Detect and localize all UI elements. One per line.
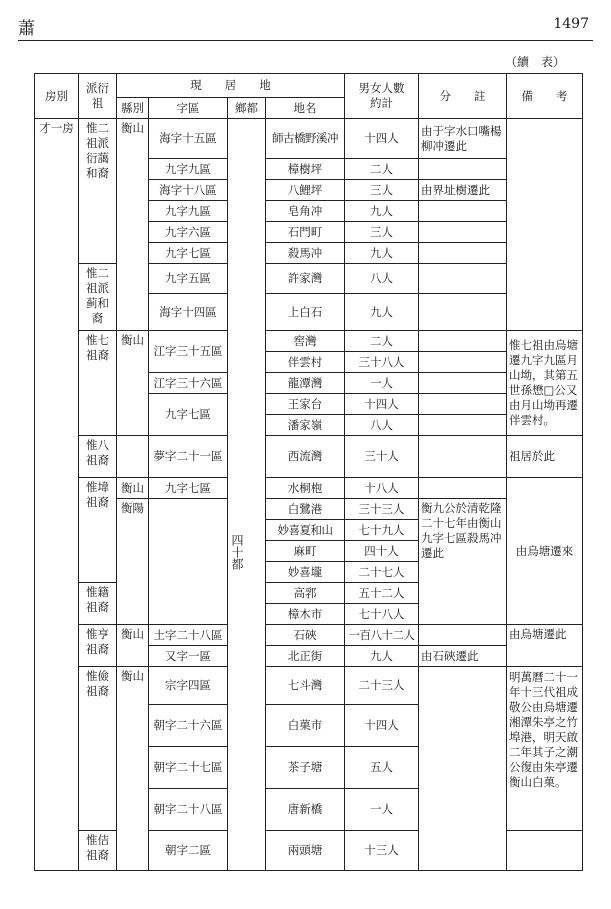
zu-cell: 惟㙔祖裔 [79, 478, 117, 583]
fenzhu-blank-cell [419, 294, 507, 331]
diming-cell: 茶子塘 [266, 747, 345, 789]
beikao-blank-cell [507, 831, 583, 871]
renshu-cell: 四十人 [345, 541, 419, 562]
fenzhu-cell: 由界址樹遷此 [419, 180, 507, 201]
diming-cell: 妙喜壠 [266, 562, 345, 583]
beikao-cell: 由烏塘遷來 [507, 478, 583, 625]
renshu-cell: 三十三人 [345, 499, 419, 520]
diming-cell: 兩頭塘 [266, 831, 345, 871]
renshu-cell: 十四人 [345, 394, 419, 415]
fenzhu-cell: 由石硤遷此 [419, 646, 507, 667]
zu-cell: 惟七祖裔 [79, 331, 117, 436]
fenzhu-blank-cell [419, 331, 507, 352]
fenzhu-blank-cell [419, 201, 507, 222]
fenzhu-blank-cell [419, 625, 507, 646]
diming-cell: 伴雲村 [266, 352, 345, 373]
zu-cell: 惟佶祖裔 [79, 831, 117, 871]
renshu-cell: 三十人 [345, 436, 419, 478]
diming-cell: 七斗灣 [266, 667, 345, 705]
header-ziqu: 字區 [149, 98, 228, 119]
zu-cell: 惟籍祖裔 [79, 583, 117, 625]
fenzhu-blank-cell [419, 373, 507, 394]
header-renshu: 男女人數約計 [345, 74, 419, 119]
renshu-cell: 二人 [345, 159, 419, 180]
ziqu-cell: 九字九區 [149, 159, 228, 180]
diming-cell: 樟樹坪 [266, 159, 345, 180]
ziqu-cell: 又字一區 [149, 646, 228, 667]
diming-cell: 唐新橋 [266, 789, 345, 831]
renshu-cell: 二人 [345, 331, 419, 352]
diming-cell: 窖灣 [266, 331, 345, 352]
diming-cell: 高郛 [266, 583, 345, 604]
diming-cell: 殺馬冲 [266, 243, 345, 264]
beikao-blank-cell [507, 119, 583, 331]
xianbie-cell: 衡山 [117, 119, 149, 331]
diming-cell: 許家灣 [266, 264, 345, 294]
ziqu-cell: 九字六區 [149, 222, 228, 243]
diming-cell: 麻町 [266, 541, 345, 562]
ziqu-cell: 宗字四區 [149, 667, 228, 705]
renshu-cell: 九人 [345, 646, 419, 667]
fenzhu-blank-cell [419, 159, 507, 180]
zu-cell: 惟二祖派衍藹和裔 [79, 119, 117, 264]
renshu-cell: 三人 [345, 180, 419, 201]
ziqu-cell: 夢字二十一區 [149, 436, 228, 478]
fenzhu-blank-cell [419, 222, 507, 243]
ziqu-cell: 九字七區 [149, 478, 228, 499]
zu-cell: 惟亨祖裔 [79, 625, 117, 667]
diming-cell: 水桐枹 [266, 478, 345, 499]
ziqu-cell: 土字二十八區 [149, 625, 228, 646]
renshu-cell: 十八人 [345, 478, 419, 499]
header-rule [18, 40, 593, 41]
xiangdu-blank-cell [228, 119, 266, 871]
renshu-cell: 一百八十二人 [345, 625, 419, 646]
fenzhu-cell: 由于字水口嘴楊柳冲遷此 [419, 119, 507, 159]
fenzhu-blank-cell [419, 352, 507, 373]
header-xiangdu: 鄉都 [228, 98, 266, 119]
fenzhu-blank-cell [419, 667, 507, 871]
ziqu-cell: 九字九區 [149, 201, 228, 222]
renshu-cell: 三人 [345, 222, 419, 243]
renshu-cell: 七十八人 [345, 604, 419, 625]
diming-cell: 王家台 [266, 394, 345, 415]
beikao-cell: 明萬曆二十一年十三代祖成敬公由烏塘遷湘潭朱亭之竹埠港，明天啟二年其子之潮公復由朱亭遷衡山白菓。 [507, 667, 583, 831]
zu-cell: 惟二祖派蓟和裔 [79, 264, 117, 331]
renshu-cell: 一人 [345, 373, 419, 394]
ziqu-blank-cell [149, 499, 228, 625]
page-number: 1497 [553, 16, 589, 32]
diming-cell: 皂角冲 [266, 201, 345, 222]
xianbie-cell: 衡山 [117, 667, 149, 871]
xianbie-cell: 衡陽 [117, 499, 149, 625]
ziqu-cell: 海字十五區 [149, 119, 228, 159]
fenzhu-blank-cell [419, 264, 507, 294]
diming-cell: 白菓市 [266, 705, 345, 747]
xianbie-cell: 衡山 [117, 331, 149, 436]
fenzhu-blank-cell [419, 394, 507, 415]
renshu-cell: 二十三人 [345, 667, 419, 705]
zu-cell: 惟儉祖裔 [79, 667, 117, 831]
ziqu-cell: 朝字二十八區 [149, 789, 228, 831]
ziqu-cell: 江字三十五區 [149, 331, 228, 373]
ziqu-cell: 海字十四區 [149, 294, 228, 331]
xianbie-blank-cell [117, 436, 149, 478]
diming-cell: 白鷺港 [266, 499, 345, 520]
diming-cell: 龍潭灣 [266, 373, 345, 394]
beikao-cell: 惟七祖由烏塘遷九字九區月山坳，其第五世孫懋□公又由月山坳再遷伴雲村。 [507, 331, 583, 436]
xianbie-cell: 衡山 [117, 478, 149, 499]
header-fenzhu: 分 註 [419, 74, 507, 119]
fang-cell: 才一房 [35, 119, 79, 871]
continued-label: （續 表） [504, 55, 565, 69]
diming-cell: 師古橋野溪冲 [266, 119, 345, 159]
diming-cell: 石硤 [266, 625, 345, 646]
diming-cell: 潘家嶺 [266, 415, 345, 436]
header-diming: 地名 [266, 98, 345, 119]
renshu-cell: 五十二人 [345, 583, 419, 604]
header-beikao: 備 考 [507, 74, 583, 119]
zu-cell: 惟八祖裔 [79, 436, 117, 478]
ziqu-cell: 朝字二十七區 [149, 747, 228, 789]
xianbie-cell: 衡山 [117, 625, 149, 667]
renshu-cell: 十三人 [345, 831, 419, 871]
ziqu-cell: 朝字二區 [149, 831, 228, 871]
ziqu-cell: 九字七區 [149, 243, 228, 264]
renshu-cell: 九人 [345, 201, 419, 222]
surname-title: 蕭 [18, 19, 35, 39]
fenzhu-blank-cell [419, 415, 507, 436]
ziqu-cell: 九字五區 [149, 264, 228, 294]
diming-cell: 北正街 [266, 646, 345, 667]
renshu-cell: 十四人 [345, 119, 419, 159]
diming-cell: 上白石 [266, 294, 345, 331]
fenzhu-blank-cell [419, 478, 507, 499]
renshu-cell: 二十七人 [345, 562, 419, 583]
diming-cell: 妙喜夏和山 [266, 520, 345, 541]
diming-cell: 八鯉坪 [266, 180, 345, 201]
renshu-cell: 九人 [345, 294, 419, 331]
ziqu-cell: 九字七區 [149, 394, 228, 436]
renshu-cell: 五人 [345, 747, 419, 789]
diming-cell: 西流灣 [266, 436, 345, 478]
genealogy-table [34, 73, 583, 871]
renshu-cell: 三十八人 [345, 352, 419, 373]
renshu-cell: 八人 [345, 415, 419, 436]
header-xianbie: 縣別 [117, 98, 149, 119]
fenzhu-blank-cell [419, 243, 507, 264]
diming-cell: 石門町 [266, 222, 345, 243]
header-paiyanzu: 派衍祖 [79, 74, 117, 119]
beikao-cell: 由烏塘遷此 [507, 625, 583, 667]
renshu-cell: 九人 [345, 243, 419, 264]
ziqu-cell: 海字十八區 [149, 180, 228, 201]
header-xianjudi: 現 居 地 [117, 74, 345, 98]
ziqu-cell: 朝字二十六區 [149, 705, 228, 747]
renshu-cell: 七十九人 [345, 520, 419, 541]
fenzhu-blank-cell [419, 436, 507, 478]
diming-cell: 樟木市 [266, 604, 345, 625]
header-fangbie: 房別 [35, 74, 79, 119]
renshu-cell: 一人 [345, 789, 419, 831]
renshu-cell: 十四人 [345, 705, 419, 747]
ziqu-cell: 江字三十六區 [149, 373, 228, 394]
beikao-cell: 祖居於此 [507, 436, 583, 478]
renshu-cell: 八人 [345, 264, 419, 294]
fenzhu-cell: 衡九公於清乾隆二十七年由衡山九字七區殺馬冲遷此 [419, 499, 507, 625]
xiangdu-vertical-label: 四十都 [230, 534, 244, 570]
